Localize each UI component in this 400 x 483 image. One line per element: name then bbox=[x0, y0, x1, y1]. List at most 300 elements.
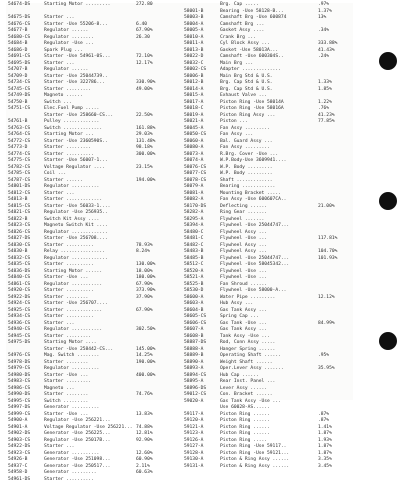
part-price: .34% bbox=[318, 28, 329, 35]
part-description: Switch ... bbox=[44, 100, 72, 107]
part-description: Starter .......... bbox=[44, 243, 94, 250]
part-number: 54975-DS bbox=[8, 340, 30, 347]
part-price: 74.88% bbox=[136, 425, 153, 432]
part-number: 54922-DS bbox=[8, 295, 30, 302]
part-description: Crank Brg ... bbox=[220, 35, 256, 42]
part-price: 67.90% bbox=[136, 282, 153, 289]
part-description: Flywheel -Use 58000-A... bbox=[220, 288, 286, 295]
part-description: Main Brg ... bbox=[220, 61, 253, 68]
part-number: 58608-B bbox=[184, 334, 203, 341]
parts-column-right bbox=[184, 2, 352, 470]
part-description: Piston Ring -Use 58014A bbox=[220, 100, 284, 107]
part-price: 131.48% bbox=[136, 139, 155, 146]
part-number: 54902-DS bbox=[8, 431, 30, 438]
part-price: 77.85% bbox=[318, 119, 335, 126]
part-description: Fan Assy ... bbox=[220, 132, 253, 139]
part-number: 54821-CS bbox=[8, 210, 30, 217]
part-number: 54677-B bbox=[8, 28, 27, 35]
part-description: Starter -Use ... bbox=[44, 373, 88, 380]
part-description: Magneto Switch Kit .... bbox=[44, 223, 108, 230]
part-number: 54812-CS bbox=[8, 191, 30, 198]
part-description: Flywheel -Use 58045342... bbox=[220, 262, 289, 269]
part-number: 54675-DS bbox=[8, 15, 30, 22]
part-number: 54997-DS bbox=[8, 405, 30, 412]
part-number: 54923-CS bbox=[8, 451, 30, 458]
part-description: Starting Motor .... bbox=[44, 340, 97, 347]
part-number: 54995-CS bbox=[8, 399, 30, 406]
part-number: 54787-CS bbox=[8, 178, 30, 185]
part-price: .95% bbox=[318, 353, 329, 360]
part-price: 104.70% bbox=[318, 249, 337, 256]
part-number: 58019-A bbox=[184, 113, 203, 120]
part-description: Flywheel Assy ... bbox=[220, 243, 267, 250]
part-description: Starter -Use 258660-CS... bbox=[44, 113, 113, 120]
part-number: 58483-B bbox=[184, 249, 203, 256]
part-description: Gas Tank Assy -Use ... bbox=[220, 399, 281, 406]
part-number: 54684-B bbox=[8, 41, 27, 48]
parts-row bbox=[184, 464, 352, 471]
part-number: 54775-CS bbox=[8, 158, 30, 165]
part-number: 54980-DS bbox=[8, 373, 30, 380]
part-description: Regulator .......... bbox=[44, 366, 99, 373]
part-price: 330.90% bbox=[136, 80, 155, 87]
part-number: 54823-CS bbox=[8, 223, 30, 230]
part-description: Magneto ...... bbox=[44, 93, 83, 100]
part-price: 84.99% bbox=[318, 321, 335, 328]
part-description: Piston Ring -Use 58016A bbox=[220, 106, 284, 113]
part-number: 58017-A bbox=[184, 100, 203, 107]
part-description: Gas Tank -Use ... bbox=[220, 321, 267, 328]
part-price: 300.00% bbox=[136, 152, 155, 159]
part-description: Piston Ring ...... bbox=[220, 418, 270, 425]
part-description: Starter ... bbox=[44, 15, 74, 22]
part-number: 54901-A bbox=[8, 425, 27, 432]
part-description: Starter -Use 256707.... bbox=[44, 301, 108, 308]
part-number: 54815-CS bbox=[8, 204, 30, 211]
part-description: Starter -Use 56033-1.... bbox=[44, 204, 110, 211]
part-number: 54707-B bbox=[8, 67, 27, 74]
part-number: 54691-CS bbox=[8, 54, 30, 61]
part-price: 12.12% bbox=[318, 295, 335, 302]
part-description: Piston & Ring Assy ...... bbox=[220, 464, 289, 471]
part-price: 26.30 bbox=[136, 35, 150, 42]
part-number: 59128-A bbox=[184, 451, 203, 458]
part-description: Coil ... bbox=[44, 171, 66, 178]
part-description: Operating Shaft ...... bbox=[220, 353, 281, 360]
part-description: Starter .......... bbox=[44, 288, 94, 295]
part-description: Generator -Use 256225... bbox=[44, 431, 110, 438]
part-number: 54774-CS bbox=[8, 152, 30, 159]
part-number: 58004-A bbox=[184, 22, 203, 29]
part-number: 54785-CS bbox=[8, 171, 30, 178]
part-price: 1.41% bbox=[318, 425, 332, 432]
part-number: 54835-CS bbox=[8, 262, 30, 269]
part-number: 58045-A bbox=[184, 126, 203, 133]
part-description: Brg. Cap Std & U.S. bbox=[220, 80, 273, 87]
part-number: 58605-CS bbox=[184, 314, 206, 321]
part-price: 13% bbox=[318, 15, 326, 22]
part-description: Elec.Fuel Pump ..... bbox=[44, 106, 99, 113]
part-price: 92.90% bbox=[136, 438, 153, 445]
part-description: Starter -Use 25044739.. bbox=[44, 74, 108, 81]
part-number: 58001-B bbox=[184, 9, 203, 16]
part-description: Piston Ring ..... bbox=[220, 438, 267, 445]
part-number: 54734-CS bbox=[8, 80, 30, 87]
part-number: 58607-A bbox=[184, 327, 203, 334]
binder-holes bbox=[379, 52, 398, 352]
part-number: 58022-D bbox=[184, 54, 203, 61]
catalog-page bbox=[6, 0, 353, 400]
part-description: Starter ......... bbox=[44, 379, 91, 386]
part-description: W.P.Body-Use 3609941.... bbox=[220, 158, 286, 165]
part-number: 58603-A bbox=[184, 301, 203, 308]
part-price: .24% bbox=[318, 54, 329, 61]
part-description: Gas Tank Assy ... bbox=[220, 308, 267, 315]
part-number: 58606-CS bbox=[184, 321, 206, 328]
part-price: 3.35% bbox=[318, 457, 332, 464]
part-description: Starter -Use 258442-CS... bbox=[44, 347, 113, 354]
part-description: Starter ... bbox=[44, 191, 74, 198]
part-price: 3.45% bbox=[318, 464, 332, 471]
part-price: 1.87% bbox=[318, 444, 332, 451]
part-number: 54695-DS bbox=[8, 61, 30, 68]
part-number: 58889-B bbox=[184, 353, 203, 360]
part-number: 54940-CS bbox=[8, 327, 30, 334]
part-description: Weight Shaft ...... bbox=[220, 360, 273, 367]
part-number: 58480-C bbox=[184, 230, 203, 237]
part-description: Adapter .............. bbox=[220, 67, 281, 74]
part-number: 54920-CS bbox=[8, 288, 30, 295]
part-price: 12.60% bbox=[136, 451, 153, 458]
part-description: Gasket -Use 58013A... bbox=[220, 48, 278, 55]
part-price: 67.90% bbox=[136, 28, 153, 35]
part-description: Regulator -Use 25017B... bbox=[44, 438, 110, 445]
part-number: 59117-A bbox=[184, 412, 203, 419]
part-description: Rod, Conn Assy ..... bbox=[220, 340, 275, 347]
part-number: 54999-CS bbox=[8, 412, 30, 419]
part-description: Spark Plug ... bbox=[44, 48, 83, 55]
part-number: 54749-DS bbox=[8, 93, 30, 100]
part-number: 58896-DS bbox=[184, 386, 206, 393]
part-description: Bearing ............ bbox=[220, 184, 275, 191]
part-number: 58021-A bbox=[184, 119, 203, 126]
part-description: Regulator -Use 256935.. bbox=[44, 210, 108, 217]
part-description: Fan Assy ......... bbox=[220, 145, 270, 152]
part-description: Starter -Use 2360590S.. bbox=[44, 139, 108, 146]
part-price: 21.00% bbox=[318, 204, 335, 211]
part-price: .87% bbox=[318, 412, 329, 419]
part-description: Regulator ........ bbox=[44, 35, 94, 42]
part-price: 190.00% bbox=[136, 360, 155, 367]
part-price: 400.00% bbox=[136, 373, 155, 380]
part-price: 1.87% bbox=[318, 451, 332, 458]
part-description: Generator .......... bbox=[44, 405, 99, 412]
part-price: 180.00% bbox=[136, 275, 155, 282]
part-number: 58485-B bbox=[184, 256, 203, 263]
part-price: 161.88% bbox=[136, 126, 155, 133]
part-description: R.Brg. Cover -Use ... bbox=[220, 152, 278, 159]
part-description: Generator -Use 251098... bbox=[44, 457, 110, 464]
part-description: Gas Tank Assy ... bbox=[220, 327, 267, 334]
part-description: Starter ......... bbox=[44, 334, 91, 341]
part-price: 6.40 bbox=[136, 22, 147, 29]
part-number: 54826-CS bbox=[8, 230, 30, 237]
part-description: Use 60028-AS...... bbox=[220, 405, 270, 412]
binder-hole-bottom bbox=[379, 332, 397, 350]
part-price: 1.87% bbox=[318, 431, 332, 438]
part-number: 54936-CS bbox=[8, 321, 30, 328]
part-price: 41.23% bbox=[318, 113, 335, 120]
part-description: Starting Motor ...... bbox=[44, 269, 102, 276]
part-description: Flywheel -Use 25044747... bbox=[220, 256, 289, 263]
part-description: Camshaft Brg ... bbox=[220, 22, 264, 29]
part-number: 54686-D bbox=[8, 48, 27, 55]
part-number: 54976-CS bbox=[8, 353, 30, 360]
part-description: Relay ................ bbox=[44, 249, 105, 256]
part-number: 54709-D bbox=[8, 74, 27, 81]
part-price: 67.90% bbox=[136, 308, 153, 315]
part-price: 1.22% bbox=[318, 100, 332, 107]
part-number: 59127-A bbox=[184, 444, 203, 451]
part-description: Piston Ring ...... bbox=[220, 412, 270, 419]
part-price: 12.17% bbox=[136, 61, 153, 68]
part-description: Starter -Use 55206-8... bbox=[44, 22, 108, 29]
part-number: 54764-CS bbox=[8, 132, 30, 139]
part-description: Starting Motor ... bbox=[44, 132, 94, 139]
part-number: 58887-DS bbox=[184, 340, 206, 347]
part-price: 8.24% bbox=[136, 249, 150, 256]
part-price: 14.25% bbox=[136, 353, 153, 360]
part-number: 54761-B bbox=[8, 119, 27, 126]
part-number: 59120-A bbox=[184, 418, 203, 425]
part-number: 54773-D bbox=[8, 145, 27, 152]
part-description: Starter ........ bbox=[44, 360, 88, 367]
part-description: Flywheel -Use 25044747... bbox=[220, 223, 289, 230]
part-number: 54961-DS bbox=[8, 477, 30, 483]
part-description: Starter ...... bbox=[44, 178, 83, 185]
part-description: Main Brg Std & U.S. bbox=[220, 74, 273, 81]
part-number: 58520-A bbox=[184, 269, 203, 276]
part-description: Fan Assy ......... bbox=[220, 126, 270, 133]
part-number: 58074-A bbox=[184, 158, 203, 165]
part-price: 22.50% bbox=[136, 113, 153, 120]
part-number: 54680-CS bbox=[8, 35, 30, 42]
part-number: 54751-CS bbox=[8, 106, 30, 113]
part-description: Deflecting ...... bbox=[220, 204, 267, 211]
part-description: Voltage Regulator .... bbox=[44, 165, 105, 172]
part-description: Generator -Use 250517... bbox=[44, 464, 110, 471]
part-number: 58482-C bbox=[184, 243, 203, 250]
part-description: Brg. Cap ..... bbox=[220, 2, 259, 9]
part-description: Hub Cap ...... bbox=[220, 373, 259, 380]
part-number: 58018-C bbox=[184, 106, 203, 113]
part-number: 59123-A bbox=[184, 431, 203, 438]
part-number: 58282-A bbox=[184, 210, 203, 217]
part-number: 54979-CS bbox=[8, 366, 30, 373]
part-description: Regulator -Use 256221... bbox=[44, 418, 110, 425]
part-number: 54978-DS bbox=[8, 360, 30, 367]
part-number: 58394-A bbox=[184, 223, 203, 230]
part-description: Starter .......... bbox=[44, 477, 94, 483]
part-number: 54840-CS bbox=[8, 275, 30, 282]
part-description: Starter ............. bbox=[44, 308, 102, 315]
part-number: 54926-B bbox=[8, 457, 27, 464]
part-number: 58076-CS bbox=[184, 165, 206, 172]
part-number: 58002-CS bbox=[184, 67, 206, 74]
part-description: Starter -Use 56007-1... bbox=[44, 158, 108, 165]
part-number: 58600-A bbox=[184, 295, 203, 302]
part-description: Flywheel ....... bbox=[220, 217, 264, 224]
part-description: Water Pipe ......... bbox=[220, 295, 275, 302]
part-number: 58060-A bbox=[184, 139, 203, 146]
part-number: 58079-A bbox=[184, 184, 203, 191]
part-price: 98.18% bbox=[136, 145, 153, 152]
part-price: 49.00% bbox=[136, 87, 153, 94]
part-description: Mag. Switch ........ bbox=[44, 353, 99, 360]
part-number: 54861-CS bbox=[8, 282, 30, 289]
part-number: 59012-CS bbox=[184, 392, 206, 399]
part-number: 59121-A bbox=[184, 425, 203, 432]
part-price: 1.93% bbox=[318, 438, 332, 445]
part-description: Starter .......... bbox=[44, 262, 94, 269]
part-description: Piston & Ring Assy ...... bbox=[220, 457, 289, 464]
part-price: 23.15% bbox=[136, 165, 153, 172]
part-description: Regulator -Use ... bbox=[44, 41, 94, 48]
part-description: Starter -Use 54961-0S... bbox=[44, 54, 110, 61]
part-description: Regulator ...... bbox=[44, 67, 88, 74]
part-number: 58170-DS bbox=[184, 204, 206, 211]
binder-hole-top bbox=[379, 52, 397, 70]
part-number: 58521-A bbox=[184, 275, 203, 282]
part-number: 58081-A bbox=[184, 191, 203, 198]
part-number: 58890-A bbox=[184, 360, 203, 367]
part-number: 54813-B bbox=[8, 197, 27, 204]
part-price: 13.83% bbox=[136, 412, 153, 419]
part-number: 54745-CS bbox=[8, 87, 30, 94]
part-number: 58005-A bbox=[184, 28, 203, 35]
part-number: 58895-A bbox=[184, 379, 203, 386]
part-number: 54922-DS bbox=[8, 444, 30, 451]
part-price: 12.81% bbox=[136, 431, 153, 438]
part-number: 58014-A bbox=[184, 87, 203, 94]
part-description: Bal. Guard Assy ... bbox=[220, 139, 273, 146]
part-description: Starter -Use 322786... bbox=[44, 80, 105, 87]
part-price: 60.90% bbox=[136, 457, 153, 464]
part-number: 59126-A bbox=[184, 438, 203, 445]
part-description: Magneto ... bbox=[44, 386, 74, 393]
part-price: 130.00% bbox=[136, 262, 155, 269]
part-price: 373.90% bbox=[136, 288, 155, 295]
part-number: 58013-B bbox=[184, 48, 203, 55]
part-number: 54900-A bbox=[8, 418, 27, 425]
part-description: Switch Kit Assy .... bbox=[44, 217, 99, 224]
part-description: Lever Assy ...... bbox=[220, 386, 267, 393]
parts-column-left bbox=[8, 2, 178, 483]
part-description: Piston Ring ...... bbox=[220, 431, 270, 438]
part-number: 58010-A bbox=[184, 35, 203, 42]
part-description: Hub Assy ... bbox=[220, 301, 253, 308]
part-price: 2.11% bbox=[136, 464, 150, 471]
part-number: 54945-CS bbox=[8, 334, 30, 341]
part-description: Shaft ............. bbox=[220, 178, 273, 185]
part-number: 54782-CS bbox=[8, 165, 30, 172]
part-description: Voltage Regulator -Use 256221... bbox=[44, 425, 133, 432]
part-number: 54830-CS bbox=[8, 243, 30, 250]
part-number: 58015-A bbox=[184, 93, 203, 100]
part-description: Regulator ...... bbox=[44, 28, 88, 35]
part-description: Switch ......... bbox=[44, 399, 88, 406]
part-description: Bearing -Use 58128-B... bbox=[220, 9, 284, 16]
part-description: Regulator ............. bbox=[44, 230, 108, 237]
part-description: Piston Ring -Use 59121... bbox=[220, 451, 289, 458]
part-number: 58032-C bbox=[184, 61, 203, 68]
part-number: 58073-A bbox=[184, 152, 203, 159]
part-description: Spring Cap ... bbox=[220, 314, 259, 321]
part-price: 272.80 bbox=[136, 2, 153, 9]
part-number: 54830-B bbox=[8, 249, 27, 256]
part-description: Brg. Cap Std & U.S. bbox=[220, 87, 273, 94]
part-number: 58082-A bbox=[184, 197, 203, 204]
part-price: 18.00% bbox=[136, 269, 153, 276]
part-number: 58604-B bbox=[184, 308, 203, 315]
part-number: 54990-DS bbox=[8, 392, 30, 399]
part-description: Tank Assy -Use ... bbox=[220, 334, 270, 341]
part-price: 101.93% bbox=[318, 256, 337, 263]
part-price: 41.43% bbox=[318, 48, 335, 55]
part-price: 35.95% bbox=[318, 366, 335, 373]
part-description: Starter ........ bbox=[44, 392, 88, 399]
part-number: 54925-CS bbox=[8, 308, 30, 315]
part-number: 54772-CS bbox=[8, 139, 30, 146]
part-description: Piston Ring Assy ... bbox=[220, 113, 275, 120]
part-number: 54750-B bbox=[8, 100, 27, 107]
parts-row bbox=[8, 477, 178, 483]
part-description: Hanger Spring ...... bbox=[220, 347, 275, 354]
part-description: Flywheel -Use ... bbox=[220, 236, 267, 243]
binder-hole-middle bbox=[379, 192, 397, 210]
part-description: Flywheel -Use ... bbox=[220, 269, 267, 276]
part-number: 54676-CS bbox=[8, 22, 30, 29]
part-number: 58893-A bbox=[184, 366, 203, 373]
part-price: 1.85% bbox=[318, 87, 332, 94]
part-number: 59131-A bbox=[184, 464, 203, 471]
part-number: 58003-B bbox=[184, 15, 203, 22]
part-description: W.P. Body ......... bbox=[220, 165, 273, 172]
part-description: Regulator ........... bbox=[44, 282, 102, 289]
part-number: 58077-CS bbox=[184, 171, 206, 178]
part-number: 54836-DS bbox=[8, 269, 30, 276]
part-description: Piston Ring -Use 59117.. bbox=[220, 444, 286, 451]
part-number: 54937-C bbox=[8, 464, 27, 471]
part-price: 1.33% bbox=[318, 80, 332, 87]
part-number: 58050-CS bbox=[184, 132, 206, 139]
part-description: Starter ............. bbox=[44, 197, 102, 204]
part-number: 54827-DS bbox=[8, 236, 30, 243]
part-number: 54958-D bbox=[8, 470, 27, 477]
part-price: 60.63% bbox=[136, 470, 153, 477]
part-number: 58295-A bbox=[184, 217, 203, 224]
part-description: Starter ......... bbox=[44, 87, 91, 94]
part-price: 29.03% bbox=[136, 132, 153, 139]
part-description: Starter ......... bbox=[44, 145, 91, 152]
part-number: 54801-DS bbox=[8, 184, 30, 191]
part-description: Flywheel -Use ... bbox=[220, 275, 267, 282]
part-description: Gasket Assy .... bbox=[220, 28, 264, 35]
part-description: Con. Bracket ...... bbox=[220, 392, 273, 399]
part-price: 74.76% bbox=[136, 392, 153, 399]
part-number: 58006-B bbox=[184, 74, 203, 81]
part-number: 54934-CS bbox=[8, 314, 30, 321]
